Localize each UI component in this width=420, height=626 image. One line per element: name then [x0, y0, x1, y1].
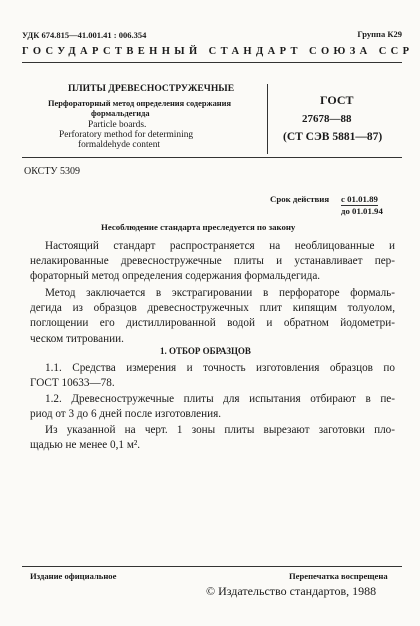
text-line: форaторный метод определения содержания формальдегида.	[30, 270, 321, 283]
standard-title: ГОСУДАРСТВЕННЫЙ СТАНДАРТ СОЮЗА ССР	[22, 46, 414, 57]
text-line: риод от 3 до 6 дней после изготовления.	[30, 408, 222, 421]
group-code: Группа К29	[357, 29, 402, 39]
reprint-notice: Перепечатка воспрещена	[289, 571, 388, 581]
header-divider	[22, 62, 402, 63]
text-line: 1.2. Древесностружечные плиты для испытания отбирают в пе-	[45, 393, 395, 405]
copyright-notice: © Издательство стандартов, 1988	[206, 584, 377, 598]
intro-paragraph-2	[30, 286, 395, 347]
item-1-2-continuation	[30, 423, 395, 453]
english-title-line3: formaldehyde content	[78, 140, 160, 150]
title-block-divider	[267, 84, 268, 154]
text-line: ГОСТ 10633—78.	[30, 377, 115, 390]
validity-to: до 01.01.94	[341, 206, 383, 216]
text-line: Настоящий стандарт распространяется на необлицованные и	[45, 240, 395, 252]
english-title-line1: Particle boards.	[88, 120, 147, 130]
text-line: поглощении его дистиллированной водой и обратном йодометри-	[30, 317, 395, 330]
item-1-2	[30, 392, 395, 422]
st-sev-number: (СТ СЭВ 5881—87)	[283, 131, 383, 143]
footer-divider	[22, 566, 402, 567]
okstu-code: ОКСТУ 5309	[24, 166, 81, 177]
section-heading: 1. ОТБОР ОБРАЗЦОВ	[160, 346, 251, 356]
text-line: дегида из образцов древесностружечных плит кипящим толуолом,	[30, 302, 395, 315]
official-edition-label: Издание официальное	[30, 571, 117, 581]
english-title-line2: Perforatory method for determining	[59, 130, 194, 140]
title-block-bottom-divider	[22, 157, 402, 158]
gost-number: 27678—88	[302, 113, 352, 125]
text-line: 1.1. Средства измерения и точность изготовления образцов по	[45, 362, 395, 374]
text-line: Из указанной на черт. 1 зоны плиты вырезают заготовки пло-	[45, 424, 395, 436]
document-subtitle-line1: Перфораторный метод определения содержания	[48, 99, 231, 108]
text-line: нелакированные древесностружечные плиты и устанавливает пер-	[30, 255, 395, 268]
text-line: Метод заключается в экстрагировании в перфораторе формаль-	[45, 287, 395, 299]
validity-label: Срок действия	[270, 194, 330, 204]
document-title: ПЛИТЫ ДРЕВЕСНОСТРУЖЕЧНЫЕ	[68, 83, 235, 94]
item-1-1	[30, 361, 395, 391]
validity-from: с 01.01.89	[341, 194, 378, 204]
text-line: ческом титровании.	[30, 332, 124, 345]
legal-warning: Несоблюдение стандарта преследуется по закону	[101, 222, 296, 232]
gost-label: ГОСТ	[320, 93, 354, 107]
document-subtitle-line2: формальдегида	[91, 109, 150, 118]
text-line: щадью не менее 0,1 м².	[30, 439, 141, 452]
intro-paragraph-1	[30, 239, 395, 285]
udk-code: УДК 674.815—41.001.41 : 006.354	[22, 30, 147, 40]
